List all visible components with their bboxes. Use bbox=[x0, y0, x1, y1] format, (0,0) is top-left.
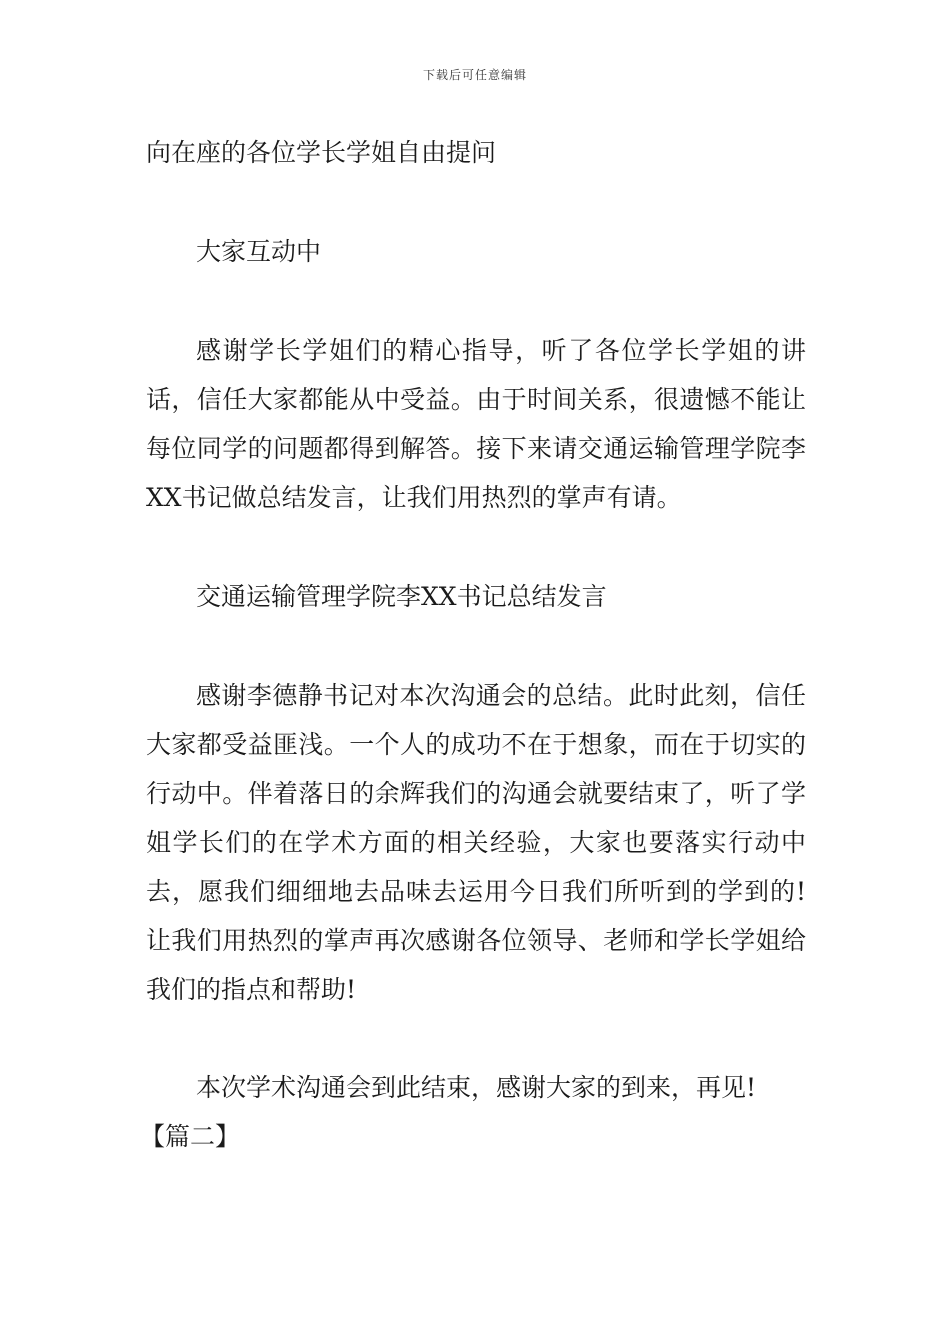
section-marker: 【篇二】 bbox=[140, 1122, 241, 1151]
document-body bbox=[140, 128, 806, 1161]
paragraph-interaction: 大家互动中 bbox=[196, 237, 322, 266]
paragraph-meeting-end: 本次学术沟通会到此结束，感谢大家的到来，再见! bbox=[196, 1073, 757, 1102]
page-header-note: 下载后可任意编辑 bbox=[422, 68, 527, 82]
paragraph-closing-thanks: 感谢李德静书记对本次沟通会的总结。此时此刻，信任大家都受益匪浅。一个人的成功不在于想象，而在于切实的行动中。伴着落日的余辉我们的沟通会就要结束了，听了学姐学长们的在学术方面的相关经验，大家也要落实行动中去，愿我们细细地去品味去运用今日我们所听到的学到的!让我们用热烈的掌声再次感谢各位领导、老师和学长学姐给我们的指点和帮助! bbox=[146, 681, 806, 1004]
paragraph-thanks-seniors: 感谢学长学姐们的精心指导，听了各位学长学姐的讲话，信任大家都能从中受益。由于时间关系，很遗憾不能让每位同学的问题都得到解答。接下来请交通运输管理学院李XX书记做总结发言，让我们用热烈的掌声有请。 bbox=[146, 336, 806, 512]
paragraph-summary-speech-title: 交通运输管理学院李XX书记总结发言 bbox=[196, 582, 607, 611]
paragraph-question-invite: 向在座的各位学长学姐自由提问 bbox=[146, 138, 497, 167]
